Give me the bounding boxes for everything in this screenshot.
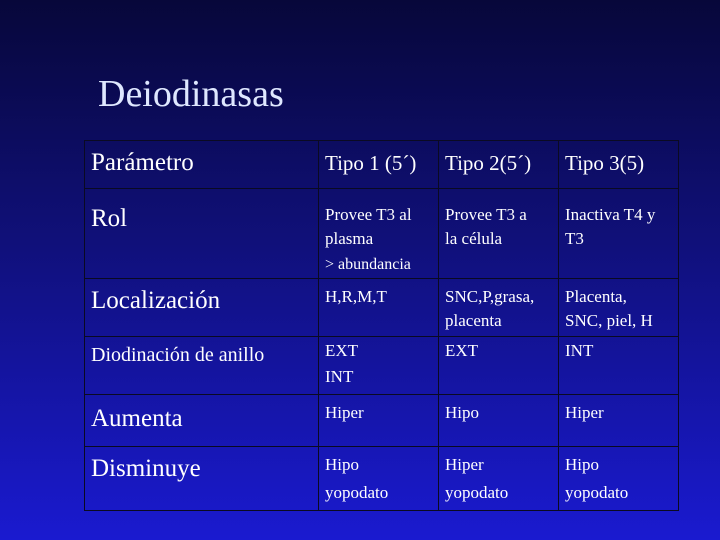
aumenta-tipo2: Hipo bbox=[445, 403, 479, 422]
rol-tipo3-line2: T3 bbox=[565, 229, 584, 248]
rol-tipo3-cell bbox=[559, 189, 679, 279]
rol-tipo1-cell bbox=[319, 189, 439, 279]
localizacion-tipo3-line2: SNC, piel, H bbox=[565, 311, 653, 330]
disminuye-tipo3-line1: Hipo bbox=[565, 455, 599, 474]
localizacion-tipo2-line1: SNC,P,grasa, bbox=[445, 287, 535, 306]
aumenta-tipo3: Hiper bbox=[565, 403, 604, 422]
aumenta-tipo2-cell bbox=[439, 395, 559, 447]
header-parametro: Parámetro bbox=[91, 149, 194, 176]
rol-label-cell bbox=[85, 189, 319, 279]
rol-label: Rol bbox=[91, 205, 128, 232]
localizacion-label: Localización bbox=[91, 287, 221, 314]
diodinacion-tipo3-cell bbox=[559, 337, 679, 395]
header-tipo1-cell bbox=[319, 141, 439, 189]
aumenta-tipo1-cell bbox=[319, 395, 439, 447]
rol-tipo2-line2: la célula bbox=[445, 229, 503, 248]
deiodinasas-table bbox=[84, 140, 679, 511]
rol-tipo2-cell bbox=[439, 189, 559, 279]
disminuye-label-cell bbox=[85, 447, 319, 511]
header-parametro-cell bbox=[85, 141, 319, 189]
diodinacion-tipo2-cell bbox=[439, 337, 559, 395]
diodinacion-tipo3: INT bbox=[565, 341, 594, 360]
disminuye-tipo1-line1: Hipo bbox=[325, 455, 359, 474]
localizacion-tipo3-cell bbox=[559, 279, 679, 337]
header-tipo2: Tipo 2(5´) bbox=[445, 151, 532, 175]
localizacion-tipo1-cell bbox=[319, 279, 439, 337]
rol-tipo2-line1: Provee T3 a bbox=[445, 205, 527, 224]
rol-tipo1-line1: Provee T3 al bbox=[325, 205, 412, 224]
localizacion-label-cell bbox=[85, 279, 319, 337]
rol-tipo1-line2: plasma bbox=[325, 229, 374, 248]
slide-title: Deiodinasas bbox=[98, 73, 284, 115]
disminuye-tipo3-cell bbox=[559, 447, 679, 511]
diodinacion-tipo1-line2: INT bbox=[325, 367, 354, 386]
aumenta-label: Aumenta bbox=[91, 405, 183, 432]
disminuye-tipo3-line2: yopodato bbox=[565, 483, 629, 502]
disminuye-label: Disminuye bbox=[91, 455, 201, 482]
aumenta-label-cell bbox=[85, 395, 319, 447]
localizacion-tipo3-line1: Placenta, bbox=[565, 287, 627, 306]
disminuye-tipo1-cell bbox=[319, 447, 439, 511]
diodinacion-tipo2: EXT bbox=[445, 341, 479, 360]
disminuye-tipo2-cell bbox=[439, 447, 559, 511]
disminuye-tipo2-line2: yopodato bbox=[445, 483, 509, 502]
diodinacion-tipo1-cell bbox=[319, 337, 439, 395]
header-tipo2-cell bbox=[439, 141, 559, 189]
header-tipo1: Tipo 1 (5´) bbox=[325, 151, 417, 175]
rol-tipo1-note: > abundancia bbox=[325, 256, 411, 273]
header-tipo3-cell bbox=[559, 141, 679, 189]
aumenta-tipo3-cell bbox=[559, 395, 679, 447]
localizacion-tipo2-line2: placenta bbox=[445, 311, 502, 330]
diodinacion-label-cell bbox=[85, 337, 319, 395]
localizacion-tipo1: H,R,M,T bbox=[325, 287, 387, 306]
localizacion-tipo2-cell bbox=[439, 279, 559, 337]
rol-tipo3-line1: Inactiva T4 y bbox=[565, 205, 656, 224]
disminuye-tipo1-line2: yopodato bbox=[325, 483, 389, 502]
disminuye-tipo2-line1: Hiper bbox=[445, 455, 484, 474]
header-tipo3: Tipo 3(5) bbox=[565, 151, 645, 175]
diodinacion-tipo1-line1: EXT bbox=[325, 341, 359, 360]
aumenta-tipo1: Hiper bbox=[325, 403, 364, 422]
diodinacion-label: Diodinación de anillo bbox=[91, 344, 265, 366]
